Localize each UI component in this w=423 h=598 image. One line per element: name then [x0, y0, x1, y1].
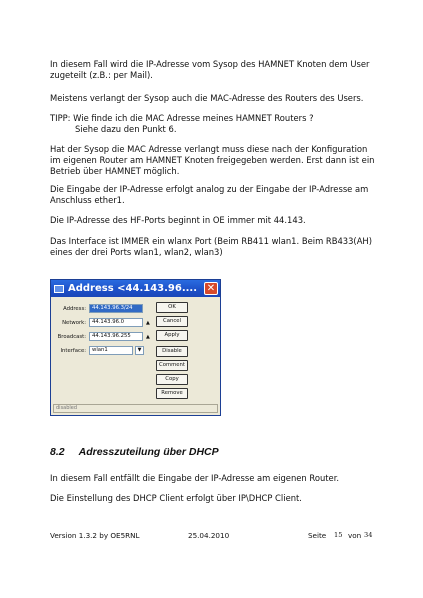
- close-icon[interactable]: ✕: [204, 282, 218, 295]
- paragraph-hf-port: Die IP-Adresse des HF-Ports beginnt in OE immer mit 44.143.: [50, 215, 306, 225]
- paragraph-ip-entry: Die Eingabe der IP-Adresse erfolgt analog zu der Eingabe der IP-Adresse am Anschluss ether1.: [50, 184, 369, 205]
- window-icon: [54, 285, 64, 293]
- broadcast-label: Broadcast:: [57, 333, 86, 340]
- section-number: 8.2: [50, 446, 65, 458]
- footer-of-label: von: [348, 531, 362, 540]
- dropdown-arrow-icon[interactable]: ▼: [135, 346, 144, 355]
- paragraph-ip-assignment: In diesem Fall wird die IP-Adresse vom Sysop des HAMNET Knoten dem User zugeteilt (z.B.: per Mail).: [50, 59, 370, 80]
- expand-up-icon[interactable]: ▲: [146, 333, 150, 340]
- section-heading: [50, 446, 219, 458]
- footer-version: Version 1.3.2 by OE5RNL: [50, 531, 140, 540]
- network-input[interactable]: 44.143.96.0: [89, 318, 143, 327]
- network-row: [55, 317, 150, 328]
- expand-up-icon[interactable]: ▲: [146, 319, 150, 326]
- footer-page-label: Seite: [308, 531, 327, 540]
- page-footer: [50, 531, 373, 543]
- status-bar: disabled: [53, 404, 218, 413]
- dialog-title: Address <44.143.96....: [68, 283, 198, 294]
- ok-button[interactable]: OK: [156, 302, 188, 313]
- disable-button[interactable]: Disable: [156, 346, 188, 357]
- address-dialog: [50, 279, 221, 416]
- address-input[interactable]: 44.143.96.3/24: [89, 304, 143, 313]
- network-label: Network:: [62, 319, 86, 326]
- paragraph-mac-release: Hat der Sysop die MAC Adresse verlangt muss diese nach der Konfiguration im eigenen Router am HAMNET Knoten freigegeben werden. Erst dann ist ein Betrieb über HAMNET möglich.: [50, 144, 375, 176]
- copy-button[interactable]: Copy: [156, 374, 188, 385]
- tipp-line: TIPP: Wie finde ich die MAC Adresse meines HAMNET Routers ?: [50, 113, 314, 123]
- comment-button[interactable]: Comment: [156, 360, 188, 371]
- tipp-reference: Siehe dazu den Punkt 6.: [75, 124, 177, 134]
- cancel-button[interactable]: Cancel: [156, 316, 188, 327]
- dialog-titlebar: [51, 280, 220, 297]
- paragraph-dhcp-info: In diesem Fall entfällt die Eingabe der IP-Adresse am eigenen Router.: [50, 473, 340, 483]
- paragraph-dhcp-client: Die Einstellung des DHCP Client erfolgt über IP\DHCP Client.: [50, 493, 302, 503]
- paragraph-mac-request: Meistens verlangt der Sysop auch die MAC-Adresse des Routers des Users.: [50, 93, 364, 103]
- broadcast-input[interactable]: 44.143.96.255: [89, 332, 143, 341]
- remove-button[interactable]: Remove: [156, 388, 188, 399]
- address-label: Address:: [63, 305, 86, 312]
- broadcast-row: [55, 331, 150, 342]
- footer-page-number: 15: [334, 531, 343, 539]
- section-title: Adresszuteilung über DHCP: [78, 446, 219, 458]
- interface-row: [55, 345, 144, 356]
- paragraph-interface: Das Interface ist IMMER ein wlanx Port (Beim RB411 wlan1. Beim RB433(AH) eines der drei Ports wlan1, wlan2, wlan3): [50, 236, 372, 257]
- apply-button[interactable]: Apply: [156, 330, 188, 341]
- interface-select[interactable]: wlan1: [89, 346, 133, 355]
- address-row: [55, 303, 143, 314]
- interface-label: Interface:: [60, 347, 86, 354]
- footer-date: 25.04.2010: [188, 531, 230, 540]
- footer-page-total: 34: [364, 531, 373, 539]
